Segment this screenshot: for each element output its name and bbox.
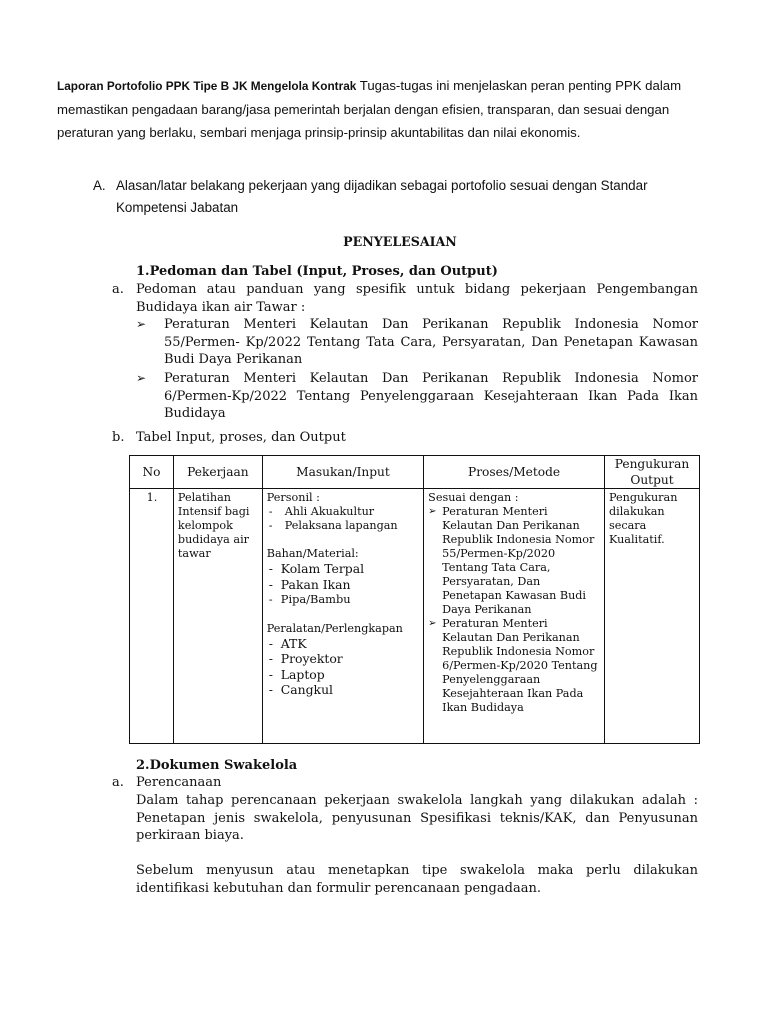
list-item: - Pipa/Bambu xyxy=(268,592,351,606)
part1-a-marker: a. xyxy=(112,282,124,297)
header-pengukuran-output: Pengukuran Output xyxy=(604,456,699,489)
input-process-output-table xyxy=(129,455,700,744)
bahan-list xyxy=(267,561,420,608)
section-a-line-1: Alasan/latar belakang pekerjaan yang dijadikan sebagai portofolio sesuai dengan Standar xyxy=(116,178,648,193)
list-item: - Kolam Terpal xyxy=(268,561,365,576)
proses-label: Sesuai dengan : xyxy=(428,491,519,504)
list-item: ➢ Peraturan Menteri Kelautan Dan Perikanan Republik Indonesia Nomor 6/Permen-Kp/2020 Tentang Penyelenggaraan Kesejahteraan Ikan Pada Ikan Budidaya xyxy=(428,617,598,714)
peralatan-label: Peralatan/Perlengkapan xyxy=(266,621,403,635)
bullet-text: Peraturan Menteri Kelautan Dan Perikanan Republik Indonesia Nomor 6/Permen-Kp/2022 Tentang Penyelenggaraan Kesejahteraan Ikan Pada Ikan Budidaya xyxy=(164,371,698,421)
regulation-bullet-2 xyxy=(136,370,698,423)
arrow-bullet-icon: ➢ xyxy=(428,506,437,517)
arrow-bullet-icon: ➢ xyxy=(136,371,147,385)
arrow-bullet-icon: ➢ xyxy=(428,618,437,629)
list-item: - Proyektor xyxy=(268,651,343,666)
list-item: - Pelaksana lapangan xyxy=(268,519,398,532)
personil-label: Personil : xyxy=(266,491,320,504)
bahan-label: Bahan/Material: xyxy=(266,547,359,560)
section-a-line-2: Kompetensi Jabatan xyxy=(116,200,239,215)
list-item: - Pakan Ikan xyxy=(268,576,351,592)
intro-paragraph xyxy=(57,74,709,144)
peralatan-list xyxy=(267,636,420,698)
part2-paragraph-1: Dalam tahap perencanaan pekerjaan swakelola langkah yang dilakukan adalah : Penetapan jenis swakelola, penyusunan Spesifikasi teknis/KAK, dan Penyusunan perkiraan biaya. xyxy=(136,793,698,843)
list-item: - Ahli Akuakultur xyxy=(268,505,375,518)
list-item: - Laptop xyxy=(268,666,325,682)
part2-paragraph-2: Sebelum menyusun atau menetapkan tipe swakelola maka perlu dilakukan identifikasi kebutuhan dan formulir perencanaan pengadaan. xyxy=(136,863,698,896)
list-item: ➢ Peraturan Menteri Kelautan Dan Perikanan Republik Indonesia Nomor 55/Permen-Kp/2020 Tentang Tata Cara, Persyaratan, Dan Penetapan Kawasan Budi Daya Perikanan xyxy=(428,505,595,616)
cell-pengukuran-output: Pengukuran dilakukan secara Kualitatif. xyxy=(604,489,699,744)
intro-line-1: Tugas-tugas ini menjelaskan peran penting PPK dalam xyxy=(359,78,682,93)
header-no: No xyxy=(130,456,174,489)
section-heading: PENYELESAIAN xyxy=(343,234,457,249)
report-title: Laporan Portofolio PPK Tipe B JK Mengelola Kontrak xyxy=(57,79,357,93)
part1-title: 1.Pedoman dan Tabel (Input, Proses, dan Output) xyxy=(136,264,498,279)
proses-list xyxy=(428,505,601,715)
header-pekerjaan: Pekerjaan xyxy=(173,456,262,489)
regulation-bullet-1 xyxy=(136,316,698,369)
header-masukan-input: Masukan/Input xyxy=(262,456,423,489)
table-row xyxy=(130,489,700,744)
section-a-marker: A. xyxy=(93,178,106,193)
part2-title: 2.Dokumen Swakelola xyxy=(136,758,298,773)
intro-line-2: memastikan pengadaan barang/jasa pemerintah berjalan dengan efisien, transparan, dan sesuai dengan xyxy=(57,102,670,117)
part2-a-label: Perencanaan xyxy=(136,775,222,790)
part1-b-marker: b. xyxy=(112,430,125,445)
list-item: - Cangkul xyxy=(268,682,334,697)
personil-list xyxy=(267,505,420,533)
cell-masukan-input xyxy=(262,489,423,744)
arrow-bullet-icon: ➢ xyxy=(136,317,147,331)
section-a xyxy=(93,175,713,219)
cell-pekerjaan: Pelatihan Intensif bagi kelompok budidaya air tawar xyxy=(173,489,262,744)
intro-line-3: peraturan yang berlaku, sembari menjaga prinsip-prinsip akuntabilitas dan nilai ekonomis. xyxy=(57,125,581,140)
bullet-text: Peraturan Menteri Kelautan Dan Perikanan Republik Indonesia Nomor 55/Permen- Kp/2022 Tentang Tata Cara, Persyaratan, Dan Penetapan Kawasan Budi Daya Perikanan xyxy=(164,317,698,367)
header-proses-metode: Proses/Metode xyxy=(424,456,605,489)
part2-a-marker: a. xyxy=(112,775,124,790)
cell-no: 1. xyxy=(130,489,174,744)
table-header-row xyxy=(130,456,700,489)
part1-a-text: Pedoman atau panduan yang spesifik untuk bidang pekerjaan Pengembangan Budidaya ikan air Tawar : xyxy=(136,282,698,315)
cell-proses-metode xyxy=(424,489,605,744)
list-item: - ATK xyxy=(268,635,307,651)
part1-b-text: Tabel Input, proses, dan Output xyxy=(136,430,346,445)
